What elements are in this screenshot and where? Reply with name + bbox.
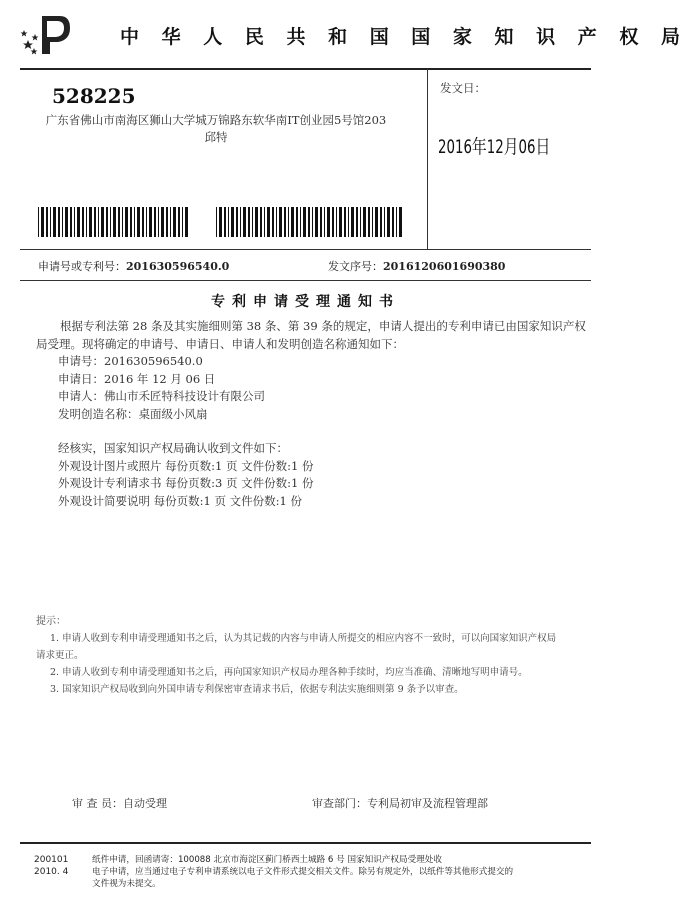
barcode-bar	[65, 207, 68, 237]
barcode-bar	[70, 207, 72, 237]
divider	[427, 69, 428, 250]
document-title: 专利申请受理通知书	[211, 294, 400, 310]
barcode-bar	[185, 207, 188, 237]
barcode-bar	[86, 207, 87, 237]
application-number-ref	[38, 258, 229, 274]
notice-item: 1. 申请人收到专利申请受理通知书之后，认为其记载的内容与申请人所提交的相应内容不一致时，可以向国家知识产权局	[50, 633, 557, 644]
applicant: 申请人：佛山市禾匠特科技设计有限公司	[58, 389, 265, 403]
footer-code: 2010. 4	[34, 867, 69, 877]
department-label: 审查部门：	[312, 797, 367, 810]
barcode-bar	[125, 207, 128, 237]
barcode-bar	[351, 207, 354, 237]
barcode-bar	[336, 207, 337, 237]
barcode	[216, 207, 404, 237]
serial-number-ref	[328, 258, 505, 274]
barcode	[38, 207, 190, 237]
intro-paragraph: 根据专利法第 28 条及其实施细则第 38 条、第 39 条的规定，申请人提出的专利申请已由国家知识产权局受理。现将确定的申请号、申请日、申请人和发明创造名称通知如下：	[36, 319, 586, 351]
divider	[20, 68, 591, 70]
recipient-address: 广东省佛山市南海区狮山大学城万锦路东软华南IT创业园5号馆203	[45, 113, 387, 127]
barcode-bar	[41, 207, 44, 237]
barcode-bar	[288, 207, 289, 237]
barcode-bar	[384, 207, 385, 237]
divider	[20, 249, 591, 250]
barcode-bar	[380, 207, 382, 237]
barcode-bar	[38, 207, 39, 237]
notice-heading: 提示：	[36, 616, 66, 627]
barcode-bar	[122, 207, 123, 237]
barcode-bar	[53, 207, 56, 237]
barcode-bar	[279, 207, 282, 237]
notice-item: 请求更正。	[36, 650, 84, 661]
department	[312, 795, 488, 811]
recipient-postcode: 528225	[52, 84, 136, 108]
examiner	[72, 795, 167, 811]
barcode-bar	[146, 207, 147, 237]
barcode-bar	[74, 207, 75, 237]
file-item: 外观设计专利请求书 每份页数:3 页 文件份数:1 份	[58, 476, 314, 490]
barcode-bar	[231, 207, 234, 237]
barcode-bar	[77, 207, 80, 237]
barcode-bar	[332, 207, 334, 237]
barcode-bar	[315, 207, 318, 237]
office-name: 中 华 人 民 共 和 国 国 家 知 识 产 权 局	[120, 26, 688, 48]
barcode-bar	[130, 207, 132, 237]
barcode-bar	[387, 207, 390, 237]
barcode-bar	[240, 207, 241, 237]
barcode-bar	[101, 207, 104, 237]
barcode-bar	[110, 207, 111, 237]
app-no-value: 201630596540.0	[126, 260, 230, 273]
footer-line: 电子申请，应当通过电子专利申请系统以电子文件形式提交相关文件。除另有规定外，以纸件等其他形式提交的	[92, 867, 514, 877]
barcode-bar	[396, 207, 397, 237]
filing-date: 申请日：2016 年 12 月 06 日	[58, 371, 216, 386]
barcode-bar	[216, 207, 217, 237]
barcode-bar	[58, 207, 60, 237]
barcode-bar	[89, 207, 92, 237]
barcode-bar	[360, 207, 361, 237]
barcode-bar	[320, 207, 322, 237]
divider	[20, 280, 591, 281]
barcode-bar	[82, 207, 84, 237]
barcode-bar	[154, 207, 156, 237]
application-number: 申请号：201630596540.0	[58, 354, 203, 368]
barcode-bar	[248, 207, 250, 237]
notice-item: 2. 申请人收到专利申请受理通知书之后，再向国家知识产权局办理各种手续时，均应当准确、清晰地写明申请号。	[50, 667, 528, 678]
received-intro: 经核实，国家知识产权局确认收到文件如下：	[58, 441, 288, 455]
barcode-bar	[339, 207, 342, 237]
barcode-bar	[264, 207, 265, 237]
barcode-bar	[260, 207, 262, 237]
barcode-bar	[118, 207, 120, 237]
serial-value: 2016120601690380	[383, 260, 506, 273]
barcode-bar	[356, 207, 358, 237]
barcode-bar	[170, 207, 171, 237]
examiner-label: 审 查 员：	[72, 797, 123, 810]
notice-list	[36, 630, 596, 698]
barcode-bar	[178, 207, 180, 237]
barcode-bar	[392, 207, 394, 237]
barcode-bar	[106, 207, 108, 237]
barcode-bar	[363, 207, 366, 237]
barcode-bar	[161, 207, 164, 237]
file-item: 外观设计图片或照片 每份页数:1 页 文件份数:1 份	[58, 458, 314, 473]
barcode-bar	[243, 207, 246, 237]
barcode-bar	[284, 207, 286, 237]
barcode-bar	[50, 207, 51, 237]
barcode-bar	[348, 207, 349, 237]
recipient-name: 邱特	[204, 130, 228, 144]
barcode-bar	[149, 207, 152, 237]
barcode-bar	[158, 207, 159, 237]
barcode-bar	[272, 207, 274, 237]
barcode-bar	[312, 207, 313, 237]
sipo-logo	[20, 12, 74, 58]
dispatch-date: 2016年12月06日	[438, 136, 551, 158]
department-value: 专利局初审及流程管理部	[367, 797, 488, 810]
invention-name: 发明创造名称：桌面级小风扇	[58, 406, 208, 421]
barcode-bar	[98, 207, 99, 237]
barcode-bar	[113, 207, 116, 237]
barcode-bar	[142, 207, 144, 237]
barcode-bar	[255, 207, 258, 237]
footer-divider	[20, 842, 591, 844]
barcode-bar	[166, 207, 168, 237]
barcode-bar	[267, 207, 270, 237]
barcode-bar	[134, 207, 135, 237]
barcode-bar	[236, 207, 238, 237]
barcode-bar	[372, 207, 373, 237]
barcode-bar	[219, 207, 222, 237]
barcode-bar	[368, 207, 370, 237]
footer-line: 文件视为未提交。	[92, 879, 161, 889]
app-no-label: 申请号或专利号：	[38, 260, 126, 273]
barcode-bar	[344, 207, 346, 237]
barcode-bar	[252, 207, 253, 237]
barcode-bar	[327, 207, 330, 237]
barcode-bar	[137, 207, 140, 237]
barcode-bar	[375, 207, 378, 237]
examiner-value: 自动受理	[123, 797, 167, 810]
notice-item: 3. 国家知识产权局收到向外国申请专利保密审查请求书后，依据专利法实施细则第 9 条予以审查。	[50, 684, 464, 695]
footer-text	[92, 854, 513, 890]
footer-code: 200101	[34, 855, 69, 865]
barcode-bar	[228, 207, 229, 237]
barcode-bar	[276, 207, 277, 237]
file-item: 外观设计简要说明 每份页数:1 页 文件份数:1 份	[58, 493, 303, 508]
barcode-bar	[324, 207, 325, 237]
serial-label: 发文序号：	[328, 260, 383, 273]
barcode-bar	[62, 207, 63, 237]
document-body	[36, 318, 596, 510]
footer-line: 纸件申请，回函请寄：100088 北京市海淀区蓟门桥西土城路 6 号 国家知识产权局受理处收	[92, 855, 442, 865]
dispatch-date-label: 发文日：	[440, 81, 486, 95]
barcode-bar	[303, 207, 306, 237]
barcode-bar	[291, 207, 294, 237]
barcode-bar	[300, 207, 301, 237]
barcode-bar	[296, 207, 298, 237]
barcode-bar	[182, 207, 183, 237]
barcode-bar	[94, 207, 96, 237]
recipient-address-block	[36, 112, 396, 146]
barcode-bar	[308, 207, 310, 237]
barcode-bar	[46, 207, 48, 237]
barcode-bar	[173, 207, 176, 237]
barcode-bar	[224, 207, 226, 237]
barcode-bar	[399, 207, 402, 237]
